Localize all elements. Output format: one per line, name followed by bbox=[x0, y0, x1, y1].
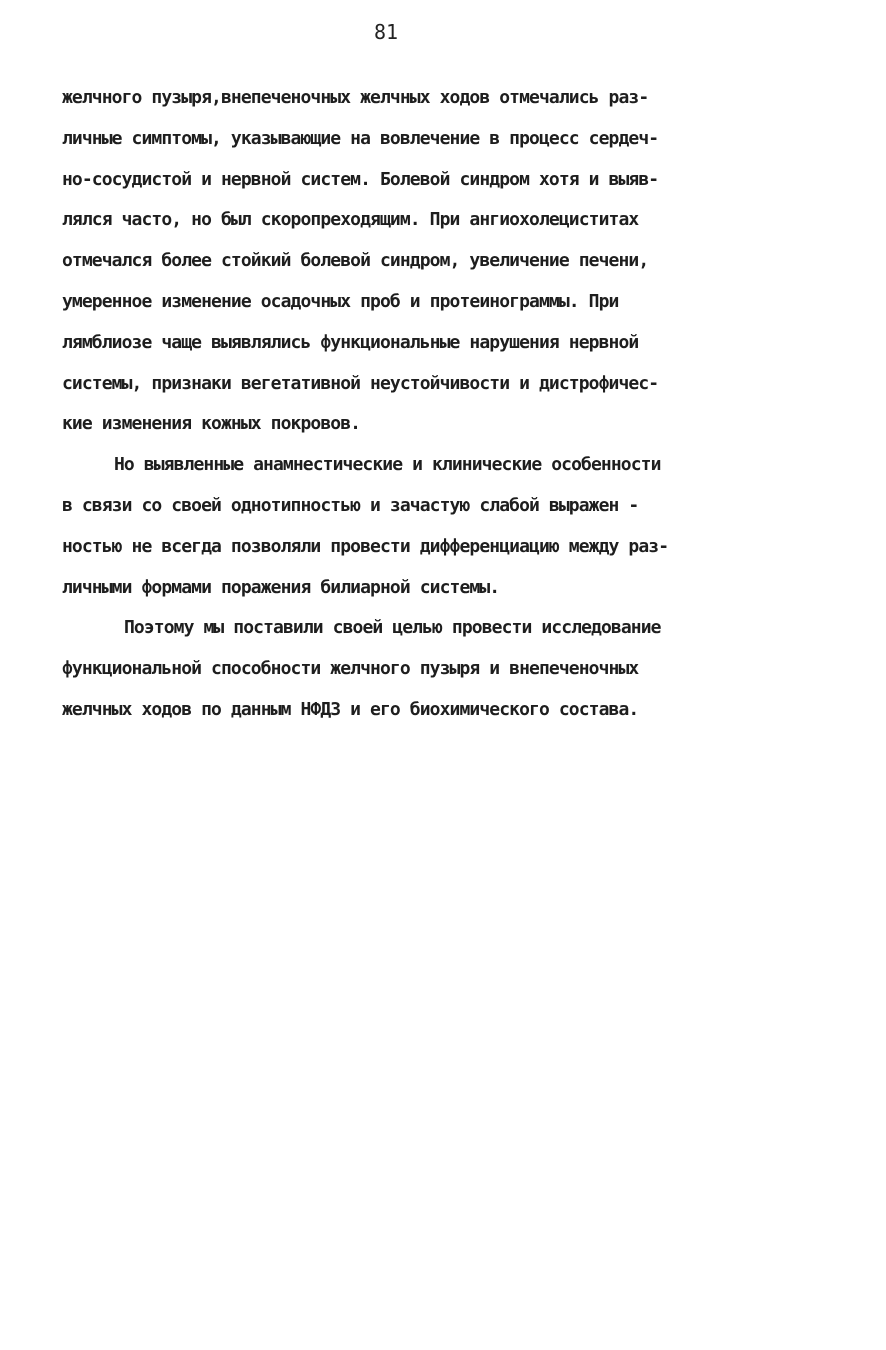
text-line: лямблиозе чаще выявлялись функциональные нарушения нервной bbox=[62, 331, 639, 353]
text-line: Поэтому мы поставили своей целью провести исследование bbox=[124, 617, 661, 639]
text-line: кие изменения кожных покровов. bbox=[62, 413, 361, 435]
text-line: лялся часто, но был скоропреходящим. При ангиохолециститах bbox=[62, 209, 639, 231]
text-line: личными формами поражения билиарной системы. bbox=[62, 576, 500, 598]
text-line: Но выявленные анамнестические и клинические особенности bbox=[114, 454, 661, 476]
text-line: желчного пузыря,внепеченочных желчных ходов отмечались раз- bbox=[62, 87, 649, 108]
text-line: желчных ходов по данным НФДЗ и его биохимического состава. bbox=[62, 698, 639, 720]
text-line: отмечался более стойкий болевой синдром, увеличение печени, bbox=[62, 250, 649, 272]
paragraph-3 bbox=[62, 612, 822, 734]
text-line: в связи со своей однотипностью и зачастую слабой выражен - bbox=[62, 494, 639, 516]
text-line: системы, признаки вегетативной неустойчивости и дистрофичес- bbox=[62, 372, 659, 394]
text-line: функциональной способности желчного пузыря и внепеченочных bbox=[62, 658, 639, 680]
paragraph-2 bbox=[62, 449, 822, 612]
text-line: личные симптомы, указывающие на вовлечение в процесс сердеч- bbox=[62, 127, 659, 149]
paragraph-1 bbox=[62, 82, 822, 449]
text-line: ностью не всегда позволяли провести дифференциацию между раз- bbox=[62, 535, 669, 557]
text-line: умеренное изменение осадочных проб и протеинограммы. При bbox=[62, 290, 619, 312]
body-text bbox=[62, 82, 822, 735]
text-line: но-сосудистой и нервной систем. Болевой синдром хотя и выяв- bbox=[62, 168, 659, 190]
page-number: 81 bbox=[373, 20, 399, 44]
